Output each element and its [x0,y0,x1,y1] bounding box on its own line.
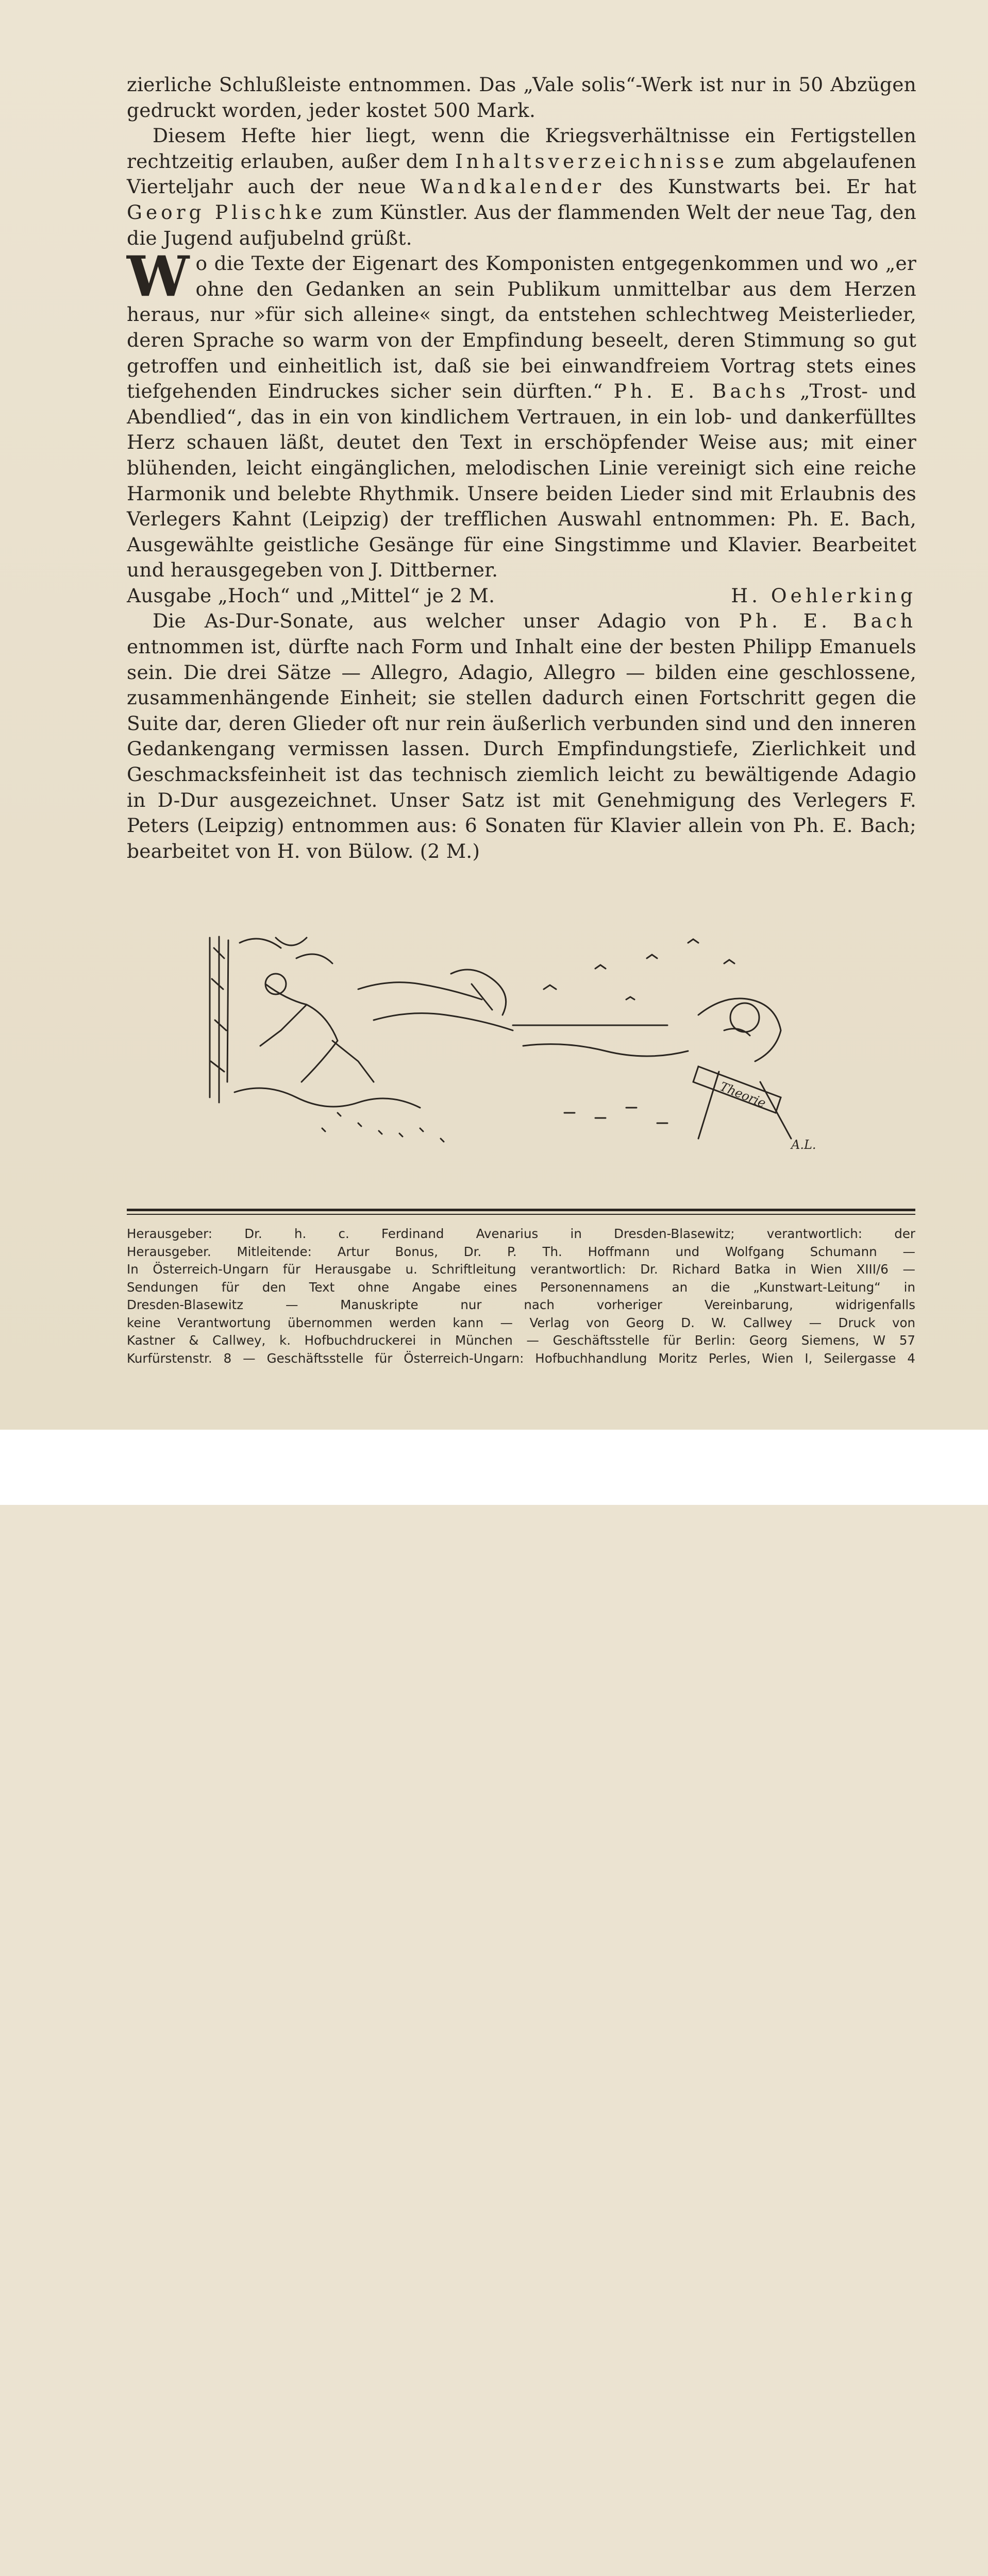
p2-artist-spaced: Georg Plischke [127,200,326,224]
imprint-line: Herausgeber. Mitleitende: Artur Bonus, Dr. P. Th. Hoffmann und Wolfgang Schumann — [127,1244,915,1259]
p2-calendar-spaced: Wandkalender [420,175,605,198]
p3-composer-spaced: Ph. E. Bachs [613,380,790,403]
footer-divider-thin [127,1214,915,1215]
paragraph-3-end [127,583,916,609]
p2-part-e: des Kunstwarts bei. Er hat [619,175,917,198]
imprint-line: keine Verantwortung übernommen werden kann — Verlag von Georg D. W. Callwey — Druck von [127,1315,915,1330]
imprint-line: Kastner & Callwey, k. Hofbuchdruckerei in München — Geschäftsstelle für Berlin: Georg Siemens, W 57 [127,1333,915,1348]
paragraph-2 [127,123,916,251]
imprint-line: Sendungen für den Text ohne Angabe eines Personennamens an die „Kunstwart-Leitung“ in [127,1279,915,1295]
imprint-line: Dresden-Blasewitz — Manuskripte nur nach vorheriger Vereinbarung, widrigenfalls [127,1297,915,1312]
closing-vignette-illustration [204,927,838,1162]
paragraph-4 [127,608,916,864]
artist-monogram: A.L. [791,1138,816,1152]
imprint-line: Herausgeber: Dr. h. c. Ferdinand Avenarius in Dresden-Blasewitz; verantwortlich: der [127,1226,915,1241]
paragraph-3 [127,244,916,583]
imprint-line: In Österreich-Ungarn für Herausgabe u. Schriftleitung verantwortlich: Dr. Richard Batka in Wien XIII/6 — [127,1262,915,1277]
author-signature: H. Oehlerking [731,584,916,607]
p4-part-c: entnommen ist, dürfte nach Form und Inhalt eine der besten Philipp Emanuels sein. Die drei Sätze — Allegro, Adagio, Allegro — bilden eine geschlossene, zusammenhängende Einheit; sie stellen dadurch einen Fortschritt gegen die Suite dar, deren Glieder oft nur rein äußerlich verbunden sind und den inneren Gedankengang vermissen lassen. Durch Empfindungstiefe, Zierlichkeit und Geschmacksfeinheit ist das technisch ziemlich leicht zu bewältigende Adagio in D-Dur ausgezeichnet. Unser Satz ist mit Genehmigung des Verlegers F. Peters (Leipzig) entnommen aus: 6 Sonaten für Klavier allein von Ph. E. Bach; bearbeitet von H. von Bülow. (2 M.) [127,635,916,862]
article-text [127,72,916,864]
p3-edition: Ausgabe „Hoch“ und „Mittel“ je 2 M. [127,584,495,607]
paragraph-1: zierliche Schlußleiste entnommen. Das „Vale solis“-Werk ist nur in 50 Abzügen gedruckt worden, jeder kostet 500 Mark. [127,73,916,122]
p3-part-c: „Trost- und Abendlied“, das in ein von kindlichem Vertrauen, in ein lob- und dankerfülltes Herz schauen läßt, deutet den Text in erschöpfender Weise aus; mit einer blühenden, leicht eingänglichen, melodischen Linie vereinigt sich eine reiche Harmonik und belebte Rhythmik. Unsere beiden Lieder sind mit Erlaubnis des Verlegers Kahnt (Leipzig) der trefflichen Auswahl entnommen: Ph. E. Bach, Ausgewählte geistliche Gesänge für eine Singstimme und Klavier. Bearbeitet und herausgegeben von J. Dittberner. [127,380,916,582]
p4-composer-spaced: Ph. E. Bach [739,609,917,633]
p2-part-a: Diesem Hefte hier liegt, wenn die Kriegsverhältnisse ein Fertigstellen rechtzeitig erlauben, außer dem [127,124,916,173]
footer-divider-thick [127,1209,915,1211]
imprint-footer [127,1225,915,1367]
p3-part-a: o die Texte der Eigenart des Komponisten entgegenkommen und wo „er ohne den Gedanken an sein Publikum unmittelbar aus dem Herzen heraus, nur »für sich alleine« singt, da entstehen schlechtweg Meisterlieder, deren Sprache so warm von der Empfindung beseelt, deren Stimmung so gut getroffen und einheitlich ist, daß sie bei einwandfreiem Vortrag stets eines tiefgehenden Eindruckes sicher sein dürften.“ [127,252,916,403]
digitization-bar [0,1430,988,1505]
p2-toc-spaced: Inhaltsverzeichnisse [455,149,728,173]
p2-part-g: zum Künstler. Aus der flammenden Welt der neue Tag, den die Jugend aufjubelnd grüßt. [127,200,917,249]
imprint-line: Kurfürstenstr. 8 — Geschäftsstelle für Österreich-Ungarn: Hofbuchhandlung Moritz Perles, Wien I, Seilergasse 4 [127,1350,915,1366]
p4-part-a: Die As-Dur-Sonate, aus welcher unser Adagio von [153,609,721,633]
drop-cap: W [127,244,190,310]
p2-part-c: zum abgelaufenen Vierteljahr auch der neue [127,149,916,198]
sign-label: Theorie [717,1079,768,1111]
